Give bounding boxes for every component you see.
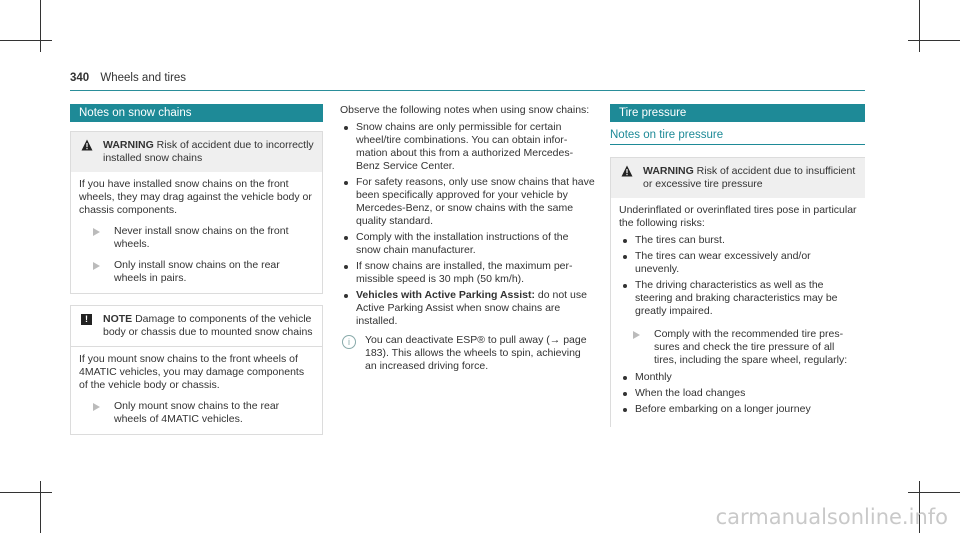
crop-mark (908, 40, 960, 41)
list-item (619, 403, 857, 416)
list-item-text: For safety reasons, only use snow chains that have been specifically approved for your vehicle by Mercedes-Benz, or snow chains with the same quality standard. (356, 176, 595, 227)
note-header (71, 306, 322, 346)
exclamation-icon: ! (81, 314, 92, 325)
check-list (619, 371, 857, 416)
step-text: Only install snow chains on the rear wheels in pairs. (114, 259, 280, 284)
step-text: Only mount snow chains to the rear wheels of 4MATIC vehicles. (114, 400, 280, 425)
section-title: Wheels and tires (100, 72, 187, 84)
list-item-text: When the load changes (635, 387, 746, 399)
step-text: Comply with the recommended tire pressures and check the tire pressure of all tires, including the spare wheel, regularly: (654, 328, 848, 366)
list-item (340, 260, 595, 286)
list-item-text: The tires can burst. (635, 234, 725, 246)
list-item-text: Monthly (635, 371, 672, 383)
info-text: You can deactivate ESP® to pull away (→ page 183). This allows the wheels to spin, achieving an increased driving force. (365, 334, 587, 372)
list-item (340, 121, 595, 173)
risk-list (619, 234, 857, 318)
warning-header (611, 158, 865, 198)
note-text: Damage to components of the vehicle body or chassis due to mounted snow chains (103, 313, 313, 338)
warning-triangle-icon (81, 139, 93, 151)
warning-text: Risk of accident due to insufficient or excessive tire pressure (643, 165, 856, 190)
warning-body (611, 198, 865, 427)
page-header (70, 72, 186, 84)
crop-mark (40, 481, 41, 533)
column-tire-pressure (610, 104, 865, 427)
note-body-text: If you mount snow chains to the front wheels of 4MATIC vehicles, you may damage components of the vehicle body or chassis. (79, 353, 305, 391)
bullet-icon (344, 126, 348, 130)
warning-text: Risk of accident due to incorrectly installed snow chains (103, 139, 314, 164)
note-box (70, 305, 323, 435)
header-rule (70, 90, 865, 91)
bullet-icon (623, 284, 627, 288)
step-arrow-icon (93, 228, 100, 236)
bullet-icon (344, 181, 348, 185)
crop-mark (40, 0, 41, 52)
crop-mark (908, 492, 960, 493)
list-item-text: Comply with the installation instructions of the snow chain manufacturer. (356, 231, 569, 256)
bullet-icon (623, 408, 627, 412)
step-item (79, 259, 314, 285)
subsection-title: Notes on tire pressure (610, 129, 865, 145)
step-text: Never install snow chains on the front wheels. (114, 225, 289, 250)
step-item (79, 225, 314, 251)
vehicles-label: Vehicles with Active Parking Assist: (356, 289, 535, 301)
info-icon: i (342, 335, 356, 349)
step-arrow-icon (633, 331, 640, 339)
list-item (619, 371, 857, 384)
warning-header (71, 132, 322, 172)
step-arrow-icon (93, 262, 100, 270)
bullet-icon (623, 255, 627, 259)
column-snow-chain-notes (340, 104, 595, 373)
bullet-icon (623, 239, 627, 243)
list-item-text: The tires can wear excessively and/or unevenly. (635, 250, 811, 275)
bullet-icon (344, 265, 348, 269)
crop-mark (0, 40, 52, 41)
warning-body (71, 172, 322, 293)
warning-box (610, 157, 865, 427)
bullet-icon (623, 376, 627, 380)
note-body (71, 346, 322, 434)
warning-keyword: WARNING (103, 139, 154, 151)
list-item-text: The driving characteristics as well as the steering and braking characteristics may be greatly impaired. (635, 279, 838, 317)
crop-mark (0, 492, 52, 493)
section-title-bar: Tire pressure (610, 104, 865, 122)
list-item (619, 387, 857, 400)
list-item (619, 234, 857, 247)
bullet-icon (344, 294, 348, 298)
info-note (340, 334, 595, 373)
vehicles-text: do not use Active Parking Assist when snow chains are installed. (356, 289, 587, 327)
list-item-text: Before embarking on a longer journey (635, 403, 811, 415)
list-item-text: If snow chains are installed, the maximum permissible speed is 30 mph (50 km/h). (356, 260, 573, 285)
column-snow-chains (70, 104, 323, 435)
bullet-icon (344, 236, 348, 240)
section-title-bar: Notes on snow chains (70, 104, 323, 122)
warning-body-text: Underinflated or overinflated tires pose in particular the following risks: (619, 204, 857, 229)
note-keyword: NOTE (103, 313, 133, 325)
step-arrow-icon (93, 403, 100, 411)
list-item (340, 231, 595, 257)
warning-box (70, 131, 323, 294)
list-item (340, 176, 595, 228)
step-item (619, 328, 857, 367)
warning-triangle-icon (621, 165, 633, 177)
intro-text: Observe the following notes when using snow chains: (340, 104, 590, 116)
list-item-text: Snow chains are only permissible for certain wheel/tire combinations. You can obtain information about this from a authorized Mercedes-Benz Service Center. (356, 121, 574, 172)
warning-keyword: WARNING (643, 165, 694, 177)
watermark: carmanualsonline.info (715, 505, 948, 529)
list-item (619, 279, 857, 318)
bullet-icon (623, 392, 627, 396)
crop-mark (919, 0, 920, 52)
step-item (79, 400, 314, 426)
page-number: 340 (70, 72, 90, 84)
bullet-list (340, 121, 595, 328)
warning-body-text: If you have installed snow chains on the front wheels, they may drag against the vehicle body or chassis components. (79, 178, 312, 216)
list-item (340, 289, 595, 328)
list-item (619, 250, 857, 276)
